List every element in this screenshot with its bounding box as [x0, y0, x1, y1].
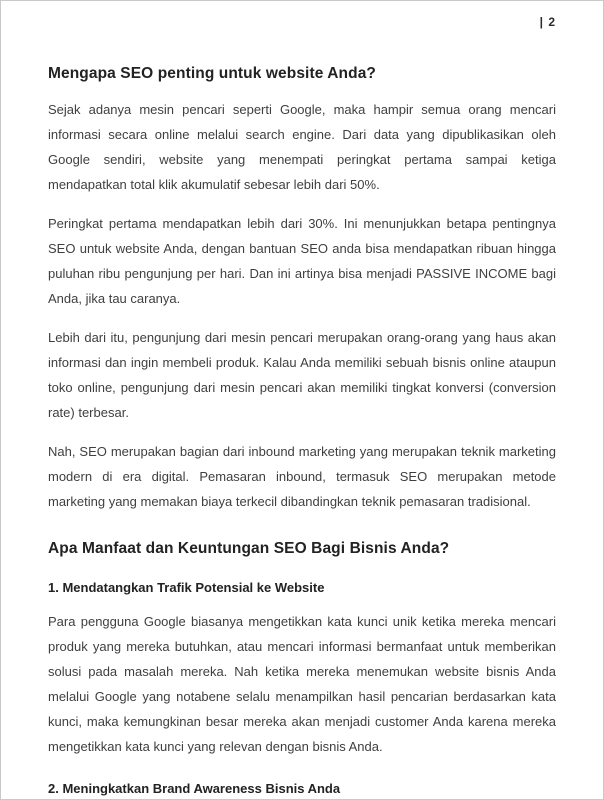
- paragraph-first-rank-passive-income: Peringkat pertama mendapatkan lebih dari 30%. Ini menunjukkan betapa pentingnya SEO untuk website Anda, dengan bantuan SEO anda bisa mendapatkan ribuan hingga puluhan ribu pengunjung per hari. Dan ini artinya bisa menjadi PASSIVE INCOME bagi Anda, jika tau caranya.: [48, 216, 556, 306]
- paragraph-conversion-rate: Lebih dari itu, pengunjung dari mesin pencari merupakan orang-orang yang haus akan informasi dan ingin membeli produk. Kalau Anda memiliki sebuah bisnis online ataupun toko online, pengunjung dari mesin pencari akan memiliki tingkat konversi (conversion rate) terbesar.: [48, 330, 556, 420]
- paragraph-google-users-keywords: Para pengguna Google biasanya mengetikkan kata kunci unik ketika mereka mencari produk yang mereka butuhkan, atau mencari informasi bermanfaat untuk memberikan solusi pada masalah mereka. Nah ketika mereka menemukan website bisnis Anda melalui Google yang notabene selalu menampilkan hasil pencarian berdasarkan kata kunci, maka kemungkinan besar mereka akan menjadi customer Anda karena mereka mengetikkan kata kunci yang relevan dengan bisnis Anda.: [48, 614, 556, 754]
- subheading-potential-traffic: 1. Mendatangkan Trafik Potensial ke Website: [48, 580, 325, 595]
- paragraph-inbound-marketing: Nah, SEO merupakan bagian dari inbound marketing yang merupakan teknik marketing modern di era digital. Pemasaran inbound, termasuk SEO merupakan metode marketing yang memakan biaya terkecil dibandingkan teknik pemasaran tradisional.: [48, 444, 556, 509]
- subheading-brand-awareness: 2. Meningkatkan Brand Awareness Bisnis Anda: [48, 781, 341, 796]
- paragraph-search-engine-data: Sejak adanya mesin pencari seperti Google, maka hampir semua orang mencari informasi secara online melalui search engine. Dari data yang dipublikasikan oleh Google sendiri, website yang menempati peringkat pertama sampai ketiga mendapatkan total klik akumulatif sebesar lebih dari 50%.: [48, 102, 556, 192]
- heading-seo-benefits: Apa Manfaat dan Keuntungan SEO Bagi Bisnis Anda?: [48, 540, 450, 557]
- page-number: | 2: [539, 15, 556, 29]
- heading-why-seo-important: Mengapa SEO penting untuk website Anda?: [48, 65, 376, 82]
- page-content: [1, 1, 603, 800]
